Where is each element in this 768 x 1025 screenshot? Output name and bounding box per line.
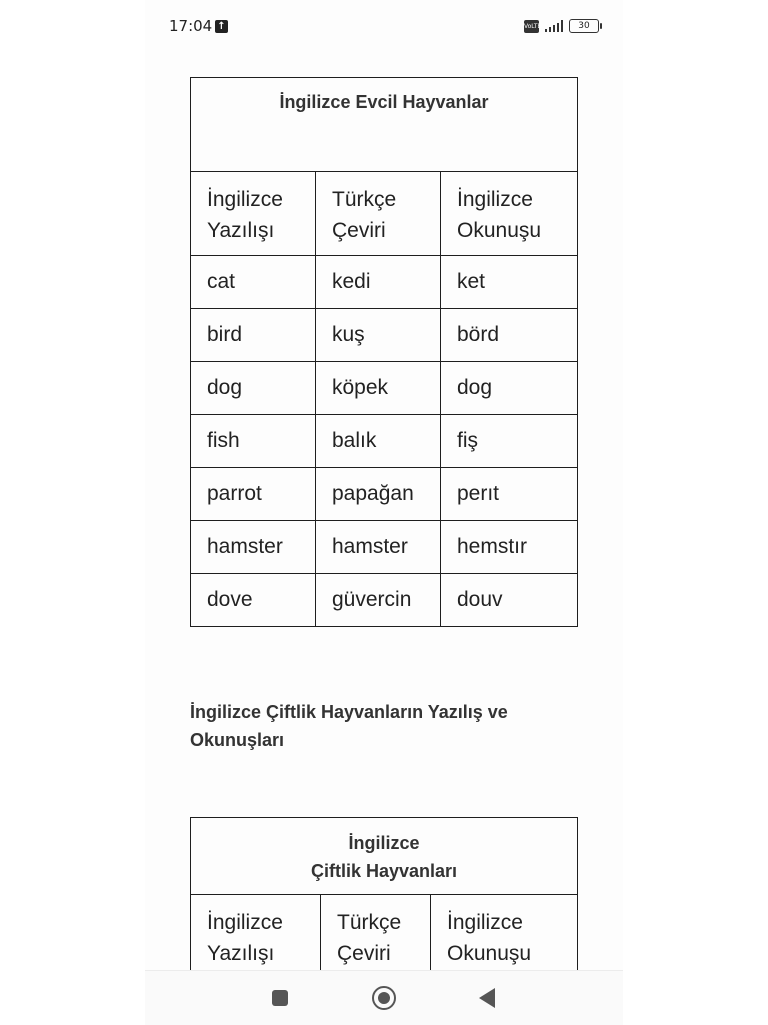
header-line: Yazılışı (207, 942, 275, 965)
cell-turkish: köpek (316, 362, 441, 415)
table-row (191, 309, 578, 362)
farm-title-line: İngilizce (348, 833, 420, 853)
table-row (191, 468, 578, 521)
header-line: İngilizce (457, 188, 533, 211)
header-line: Çeviri (337, 942, 391, 965)
battery-level: 30 (578, 21, 590, 31)
cell-turkish: balık (316, 415, 441, 468)
battery-icon (569, 19, 599, 33)
cell-english: fish (191, 415, 316, 468)
header-line: Okunuşu (447, 942, 532, 965)
farm-table-title (191, 818, 578, 895)
header-line: İngilizce (207, 188, 283, 211)
volte-icon: VoLTE (524, 20, 539, 33)
cell-turkish: hamster (316, 521, 441, 574)
cell-pronunciation: börd (441, 309, 578, 362)
table-header-row (191, 172, 578, 256)
pets-table (190, 77, 578, 627)
table-row (191, 362, 578, 415)
cell-pronunciation: dog (441, 362, 578, 415)
cell-turkish: papağan (316, 468, 441, 521)
header-line: Yazılışı (207, 219, 275, 242)
table-row (191, 574, 578, 627)
upload-icon: ↑ (215, 20, 228, 33)
cell-turkish: kedi (316, 256, 441, 309)
recents-button[interactable] (272, 990, 288, 1006)
farm-title-line: Çiftlik Hayvanları (310, 861, 458, 881)
farm-table (190, 817, 578, 985)
pets-table-title: İngilizce Evcil Hayvanlar (191, 78, 578, 172)
cell-turkish: kuş (316, 309, 441, 362)
farm-section-heading: İngilizce Çiftlik Hayvanların Yazılış ve Okunuşları (190, 702, 508, 750)
cell-english: dog (191, 362, 316, 415)
table-row (191, 521, 578, 574)
table-row (191, 415, 578, 468)
header-line: İngilizce (207, 911, 283, 934)
header-cell-english-pronunciation (441, 172, 578, 256)
header-line: Türkçe (332, 188, 397, 211)
cell-english: hamster (191, 521, 316, 574)
cell-pronunciation: ket (441, 256, 578, 309)
header-cell-turkish-translation (316, 172, 441, 256)
status-time: 17:04 (169, 17, 213, 35)
cell-english: cat (191, 256, 316, 309)
phone-screen (145, 0, 623, 1024)
cell-pronunciation: douv (441, 574, 578, 627)
header-line: İngilizce (447, 911, 523, 934)
cell-english: dove (191, 574, 316, 627)
cell-english: bird (191, 309, 316, 362)
cell-pronunciation: fiş (441, 415, 578, 468)
cell-pronunciation: hemstır (441, 521, 578, 574)
header-line: Okunuşu (457, 219, 542, 242)
cell-turkish: güvercin (316, 574, 441, 627)
header-cell-english-spelling (191, 172, 316, 256)
status-icons (524, 18, 599, 34)
back-button[interactable] (479, 988, 495, 1008)
cell-pronunciation: perıt (441, 468, 578, 521)
home-button[interactable] (372, 986, 396, 1010)
navigation-bar (145, 970, 623, 1025)
header-line: Türkçe (337, 911, 402, 934)
table-row (191, 256, 578, 309)
header-line: Çeviri (332, 219, 386, 242)
signal-icon (545, 20, 563, 32)
cell-english: parrot (191, 468, 316, 521)
status-bar (145, 0, 623, 52)
